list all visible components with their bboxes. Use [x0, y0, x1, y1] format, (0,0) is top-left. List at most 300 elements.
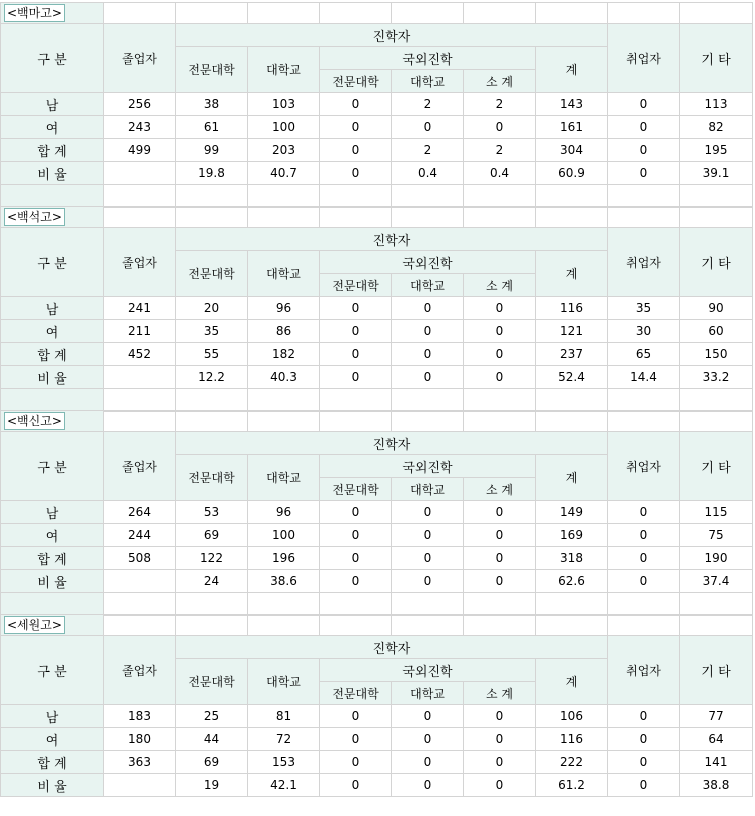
abroad-header[interactable]: 국외진학: [320, 251, 536, 274]
data-cell[interactable]: 0: [320, 751, 392, 774]
row-label[interactable]: 비 율: [1, 162, 104, 185]
data-cell[interactable]: 183: [104, 705, 176, 728]
data-cell[interactable]: 243: [104, 116, 176, 139]
total-header[interactable]: 계: [536, 251, 608, 297]
empty-cell[interactable]: [392, 185, 464, 208]
data-cell[interactable]: 12.2: [176, 366, 248, 389]
data-cell[interactable]: 14.4: [608, 366, 680, 389]
data-cell[interactable]: 0: [464, 366, 536, 389]
data-cell[interactable]: 0: [320, 93, 392, 116]
data-cell[interactable]: 42.1: [248, 774, 320, 797]
empty-cell[interactable]: [536, 389, 608, 412]
data-cell[interactable]: 0: [392, 547, 464, 570]
data-cell[interactable]: 452: [104, 343, 176, 366]
table-row: [1, 297, 753, 320]
data-cell[interactable]: 0.4: [392, 162, 464, 185]
empty-cell[interactable]: [464, 615, 536, 636]
university-header[interactable]: 대학교: [248, 659, 320, 705]
data-cell[interactable]: 0: [320, 297, 392, 320]
data-cell[interactable]: 19.8: [176, 162, 248, 185]
empty-cell[interactable]: [176, 185, 248, 208]
school-title: <백마고>: [4, 4, 65, 22]
graduates-header[interactable]: 졸업자: [104, 24, 176, 93]
subtotal-header[interactable]: 소 계: [464, 274, 536, 297]
advancement-header[interactable]: 진학자: [176, 432, 608, 455]
data-cell[interactable]: 35: [176, 320, 248, 343]
college-header[interactable]: 전문대학: [176, 659, 248, 705]
data-cell[interactable]: 0: [392, 343, 464, 366]
data-cell[interactable]: 90: [680, 297, 753, 320]
data-cell[interactable]: 35: [608, 297, 680, 320]
empty-cell[interactable]: [320, 389, 392, 412]
empty-cell[interactable]: [1, 593, 104, 616]
college-header[interactable]: 전문대학: [176, 47, 248, 93]
data-cell[interactable]: 195: [680, 139, 753, 162]
empty-cell[interactable]: [680, 411, 753, 432]
abroad-header[interactable]: 국외진학: [320, 47, 536, 70]
subtotal-header[interactable]: 소 계: [464, 70, 536, 93]
empty-cell[interactable]: [464, 207, 536, 228]
empty-cell[interactable]: [320, 593, 392, 616]
table-row: [1, 524, 753, 547]
empty-cell[interactable]: [176, 615, 248, 636]
table-row: [1, 93, 753, 116]
data-cell[interactable]: 69: [176, 751, 248, 774]
data-cell[interactable]: 96: [248, 297, 320, 320]
school-title-cell[interactable]: [1, 3, 104, 24]
data-cell[interactable]: 0: [464, 774, 536, 797]
data-cell[interactable]: 0: [392, 116, 464, 139]
data-cell[interactable]: 121: [536, 320, 608, 343]
data-cell[interactable]: 153: [248, 751, 320, 774]
data-cell[interactable]: 86: [248, 320, 320, 343]
data-cell[interactable]: 149: [536, 501, 608, 524]
abroad-college-header[interactable]: 전문대학: [320, 274, 392, 297]
data-cell[interactable]: 62.6: [536, 570, 608, 593]
school-table: [0, 206, 753, 412]
data-cell[interactable]: 2: [392, 139, 464, 162]
data-cell[interactable]: 52.4: [536, 366, 608, 389]
data-cell[interactable]: 0: [464, 343, 536, 366]
data-cell[interactable]: 0: [392, 774, 464, 797]
empty-cell[interactable]: [104, 411, 176, 432]
data-cell[interactable]: 55: [176, 343, 248, 366]
data-cell[interactable]: 0: [392, 366, 464, 389]
total-header[interactable]: 계: [536, 455, 608, 501]
empty-cell[interactable]: [680, 185, 753, 208]
empty-cell[interactable]: [248, 593, 320, 616]
data-cell[interactable]: 99: [176, 139, 248, 162]
data-cell[interactable]: 61.2: [536, 774, 608, 797]
data-cell[interactable]: 363: [104, 751, 176, 774]
table-row: [1, 343, 753, 366]
data-cell[interactable]: 0: [320, 728, 392, 751]
data-cell[interactable]: 304: [536, 139, 608, 162]
employed-header[interactable]: 취업자: [608, 228, 680, 297]
data-cell[interactable]: 180: [104, 728, 176, 751]
empty-cell[interactable]: [320, 207, 392, 228]
data-cell[interactable]: [104, 366, 176, 389]
data-cell[interactable]: 0: [320, 116, 392, 139]
data-cell[interactable]: 150: [680, 343, 753, 366]
data-cell[interactable]: 0: [392, 705, 464, 728]
school-title-cell[interactable]: [1, 411, 104, 432]
data-cell[interactable]: 0: [464, 705, 536, 728]
data-cell[interactable]: 115: [680, 501, 753, 524]
graduates-header[interactable]: 졸업자: [104, 228, 176, 297]
empty-cell[interactable]: [104, 389, 176, 412]
data-cell[interactable]: 82: [680, 116, 753, 139]
abroad-header[interactable]: 국외진학: [320, 455, 536, 478]
empty-cell[interactable]: [536, 207, 608, 228]
data-cell[interactable]: [104, 570, 176, 593]
data-cell[interactable]: 0: [392, 728, 464, 751]
row-label[interactable]: 남: [1, 297, 104, 320]
row-label[interactable]: 합 계: [1, 751, 104, 774]
data-cell[interactable]: 0: [608, 501, 680, 524]
data-cell[interactable]: 0.4: [464, 162, 536, 185]
empty-cell[interactable]: [1, 185, 104, 208]
school-title: <백신고>: [4, 412, 65, 430]
empty-cell[interactable]: [464, 411, 536, 432]
abroad-university-header[interactable]: 대학교: [392, 478, 464, 501]
data-cell[interactable]: 40.3: [248, 366, 320, 389]
data-cell[interactable]: 0: [392, 297, 464, 320]
data-cell[interactable]: 0: [608, 570, 680, 593]
data-cell[interactable]: 508: [104, 547, 176, 570]
data-cell[interactable]: 190: [680, 547, 753, 570]
data-cell[interactable]: 2: [392, 93, 464, 116]
other-header[interactable]: 기 타: [680, 228, 753, 297]
row-label[interactable]: 여: [1, 728, 104, 751]
data-cell[interactable]: 0: [608, 162, 680, 185]
empty-cell[interactable]: [608, 185, 680, 208]
data-cell[interactable]: 182: [248, 343, 320, 366]
data-cell[interactable]: 0: [608, 116, 680, 139]
data-cell[interactable]: 0: [320, 774, 392, 797]
data-cell[interactable]: 0: [464, 297, 536, 320]
abroad-header[interactable]: 국외진학: [320, 659, 536, 682]
data-cell[interactable]: 113: [680, 93, 753, 116]
abroad-university-header[interactable]: 대학교: [392, 682, 464, 705]
data-cell[interactable]: 0: [608, 524, 680, 547]
data-cell[interactable]: 65: [608, 343, 680, 366]
data-cell[interactable]: 256: [104, 93, 176, 116]
data-cell[interactable]: 0: [464, 728, 536, 751]
employed-header[interactable]: 취업자: [608, 636, 680, 705]
data-cell[interactable]: 64: [680, 728, 753, 751]
row-label[interactable]: 남: [1, 93, 104, 116]
data-cell[interactable]: 0: [464, 501, 536, 524]
empty-cell[interactable]: [392, 593, 464, 616]
empty-cell[interactable]: [608, 593, 680, 616]
data-cell[interactable]: 72: [248, 728, 320, 751]
data-cell[interactable]: 0: [320, 162, 392, 185]
data-cell[interactable]: [104, 162, 176, 185]
data-cell[interactable]: 196: [248, 547, 320, 570]
empty-cell[interactable]: [104, 207, 176, 228]
data-cell[interactable]: 61: [176, 116, 248, 139]
table-row: [1, 320, 753, 343]
data-cell[interactable]: 2: [464, 93, 536, 116]
university-header[interactable]: 대학교: [248, 47, 320, 93]
data-cell[interactable]: 0: [320, 524, 392, 547]
data-cell[interactable]: 44: [176, 728, 248, 751]
empty-cell[interactable]: [536, 593, 608, 616]
data-cell[interactable]: 0: [320, 547, 392, 570]
row-label[interactable]: 합 계: [1, 343, 104, 366]
data-cell[interactable]: 0: [464, 320, 536, 343]
data-cell[interactable]: 0: [464, 570, 536, 593]
empty-cell[interactable]: [104, 185, 176, 208]
empty-cell[interactable]: [248, 615, 320, 636]
data-cell[interactable]: 33.2: [680, 366, 753, 389]
advancement-header[interactable]: 진학자: [176, 228, 608, 251]
empty-cell[interactable]: [1, 389, 104, 412]
empty-cell[interactable]: [608, 615, 680, 636]
data-cell[interactable]: 0: [392, 501, 464, 524]
data-cell[interactable]: 100: [248, 524, 320, 547]
empty-cell[interactable]: [104, 615, 176, 636]
school-block: [0, 410, 752, 616]
data-cell[interactable]: 77: [680, 705, 753, 728]
university-header[interactable]: 대학교: [248, 251, 320, 297]
row-label[interactable]: 여: [1, 116, 104, 139]
data-cell[interactable]: 0: [608, 751, 680, 774]
college-header[interactable]: 전문대학: [176, 455, 248, 501]
other-header[interactable]: 기 타: [680, 432, 753, 501]
data-cell[interactable]: 0: [392, 524, 464, 547]
data-cell[interactable]: 60.9: [536, 162, 608, 185]
empty-cell[interactable]: [680, 3, 753, 24]
empty-cell[interactable]: [176, 411, 248, 432]
subtotal-header[interactable]: 소 계: [464, 478, 536, 501]
data-cell[interactable]: 0: [608, 728, 680, 751]
school-block: [0, 2, 752, 208]
graduates-header[interactable]: 졸업자: [104, 432, 176, 501]
data-cell[interactable]: 30: [608, 320, 680, 343]
data-cell[interactable]: 24: [176, 570, 248, 593]
school-title-cell[interactable]: [1, 615, 104, 636]
data-cell[interactable]: 122: [176, 547, 248, 570]
table-row: [1, 705, 753, 728]
empty-cell[interactable]: [320, 615, 392, 636]
empty-cell[interactable]: [608, 411, 680, 432]
college-header[interactable]: 전문대학: [176, 251, 248, 297]
data-cell[interactable]: 0: [320, 501, 392, 524]
advancement-header[interactable]: 진학자: [176, 636, 608, 659]
data-cell[interactable]: 0: [464, 547, 536, 570]
graduates-header[interactable]: 졸업자: [104, 636, 176, 705]
row-label[interactable]: 여: [1, 524, 104, 547]
data-cell[interactable]: 0: [320, 320, 392, 343]
empty-cell[interactable]: [104, 593, 176, 616]
table-row: [1, 116, 753, 139]
school-block: [0, 206, 752, 412]
data-cell[interactable]: 244: [104, 524, 176, 547]
table-row: [1, 366, 753, 389]
data-cell[interactable]: 25: [176, 705, 248, 728]
data-cell[interactable]: 203: [248, 139, 320, 162]
empty-cell[interactable]: [608, 207, 680, 228]
row-label[interactable]: 합 계: [1, 547, 104, 570]
table-row: [1, 570, 753, 593]
empty-cell[interactable]: [392, 207, 464, 228]
empty-cell[interactable]: [392, 3, 464, 24]
school-table: [0, 614, 753, 797]
advancement-header[interactable]: 진학자: [176, 24, 608, 47]
row-label[interactable]: 합 계: [1, 139, 104, 162]
empty-cell[interactable]: [248, 185, 320, 208]
row-label[interactable]: 비 율: [1, 366, 104, 389]
empty-cell[interactable]: [248, 411, 320, 432]
empty-cell[interactable]: [320, 3, 392, 24]
category-header[interactable]: 구 분: [1, 432, 104, 501]
abroad-college-header[interactable]: 전문대학: [320, 682, 392, 705]
empty-cell[interactable]: [392, 389, 464, 412]
data-cell[interactable]: 38: [176, 93, 248, 116]
row-label[interactable]: 비 율: [1, 570, 104, 593]
data-cell[interactable]: 0: [608, 93, 680, 116]
data-cell[interactable]: 2: [464, 139, 536, 162]
row-label[interactable]: 비 율: [1, 774, 104, 797]
table-row: [1, 501, 753, 524]
data-cell[interactable]: 69: [176, 524, 248, 547]
empty-cell[interactable]: [608, 3, 680, 24]
data-cell[interactable]: 116: [536, 728, 608, 751]
abroad-university-header[interactable]: 대학교: [392, 274, 464, 297]
data-cell[interactable]: 0: [608, 705, 680, 728]
empty-cell[interactable]: [176, 207, 248, 228]
empty-cell[interactable]: [104, 3, 176, 24]
empty-cell[interactable]: [536, 411, 608, 432]
empty-cell[interactable]: [248, 3, 320, 24]
row-label[interactable]: 남: [1, 705, 104, 728]
data-cell[interactable]: 103: [248, 93, 320, 116]
data-cell[interactable]: 37.4: [680, 570, 753, 593]
empty-cell[interactable]: [680, 389, 753, 412]
data-cell[interactable]: 0: [320, 705, 392, 728]
subtotal-header[interactable]: 소 계: [464, 682, 536, 705]
data-cell[interactable]: 0: [464, 116, 536, 139]
empty-cell[interactable]: [464, 593, 536, 616]
employed-header[interactable]: 취업자: [608, 24, 680, 93]
data-cell[interactable]: 38.8: [680, 774, 753, 797]
data-cell[interactable]: 0: [608, 774, 680, 797]
data-cell[interactable]: 143: [536, 93, 608, 116]
data-cell[interactable]: 0: [320, 570, 392, 593]
data-cell[interactable]: 0: [464, 524, 536, 547]
empty-cell[interactable]: [248, 207, 320, 228]
data-cell[interactable]: 116: [536, 297, 608, 320]
data-cell[interactable]: 499: [104, 139, 176, 162]
data-cell[interactable]: [104, 774, 176, 797]
data-cell[interactable]: 60: [680, 320, 753, 343]
data-cell[interactable]: 0: [320, 366, 392, 389]
data-cell[interactable]: 141: [680, 751, 753, 774]
empty-cell[interactable]: [176, 389, 248, 412]
other-header[interactable]: 기 타: [680, 636, 753, 705]
data-cell[interactable]: 20: [176, 297, 248, 320]
data-cell[interactable]: 318: [536, 547, 608, 570]
empty-cell[interactable]: [464, 389, 536, 412]
empty-cell[interactable]: [320, 185, 392, 208]
data-cell[interactable]: 53: [176, 501, 248, 524]
abroad-college-header[interactable]: 전문대학: [320, 478, 392, 501]
table-row: [1, 774, 753, 797]
data-cell[interactable]: 161: [536, 116, 608, 139]
data-cell[interactable]: 0: [392, 320, 464, 343]
data-cell[interactable]: 0: [608, 547, 680, 570]
data-cell[interactable]: 106: [536, 705, 608, 728]
empty-cell[interactable]: [392, 411, 464, 432]
university-header[interactable]: 대학교: [248, 455, 320, 501]
data-cell[interactable]: 40.7: [248, 162, 320, 185]
other-header[interactable]: 기 타: [680, 24, 753, 93]
empty-cell[interactable]: [176, 3, 248, 24]
category-header[interactable]: 구 분: [1, 24, 104, 93]
data-cell[interactable]: 81: [248, 705, 320, 728]
empty-cell[interactable]: [536, 615, 608, 636]
category-header[interactable]: 구 분: [1, 636, 104, 705]
total-header[interactable]: 계: [536, 47, 608, 93]
data-cell[interactable]: 222: [536, 751, 608, 774]
school-table: [0, 2, 753, 208]
category-header[interactable]: 구 분: [1, 228, 104, 297]
data-cell[interactable]: 0: [392, 751, 464, 774]
abroad-university-header[interactable]: 대학교: [392, 70, 464, 93]
data-cell[interactable]: 241: [104, 297, 176, 320]
empty-cell[interactable]: [320, 411, 392, 432]
school-table: [0, 410, 753, 616]
total-header[interactable]: 계: [536, 659, 608, 705]
empty-cell[interactable]: [680, 615, 753, 636]
empty-cell[interactable]: [248, 389, 320, 412]
data-cell[interactable]: 0: [320, 343, 392, 366]
data-cell[interactable]: 237: [536, 343, 608, 366]
empty-cell[interactable]: [608, 389, 680, 412]
data-cell[interactable]: 0: [464, 751, 536, 774]
data-cell[interactable]: 96: [248, 501, 320, 524]
school-title-cell[interactable]: [1, 207, 104, 228]
data-cell[interactable]: 211: [104, 320, 176, 343]
row-label[interactable]: 남: [1, 501, 104, 524]
empty-cell[interactable]: [680, 593, 753, 616]
data-cell[interactable]: 100: [248, 116, 320, 139]
abroad-college-header[interactable]: 전문대학: [320, 70, 392, 93]
row-label[interactable]: 여: [1, 320, 104, 343]
school-title: <세원고>: [4, 616, 65, 634]
empty-cell[interactable]: [680, 207, 753, 228]
data-cell[interactable]: 0: [392, 570, 464, 593]
data-cell[interactable]: 0: [608, 139, 680, 162]
empty-cell[interactable]: [464, 3, 536, 24]
empty-cell[interactable]: [392, 615, 464, 636]
data-cell[interactable]: 169: [536, 524, 608, 547]
school-title: <백석고>: [4, 208, 65, 226]
empty-cell[interactable]: [176, 593, 248, 616]
employed-header[interactable]: 취업자: [608, 432, 680, 501]
empty-cell[interactable]: [536, 3, 608, 24]
empty-cell[interactable]: [464, 185, 536, 208]
data-cell[interactable]: 39.1: [680, 162, 753, 185]
data-cell[interactable]: 264: [104, 501, 176, 524]
data-cell[interactable]: 19: [176, 774, 248, 797]
data-cell[interactable]: 0: [320, 139, 392, 162]
empty-cell[interactable]: [536, 185, 608, 208]
data-cell[interactable]: 75: [680, 524, 753, 547]
data-cell[interactable]: 38.6: [248, 570, 320, 593]
